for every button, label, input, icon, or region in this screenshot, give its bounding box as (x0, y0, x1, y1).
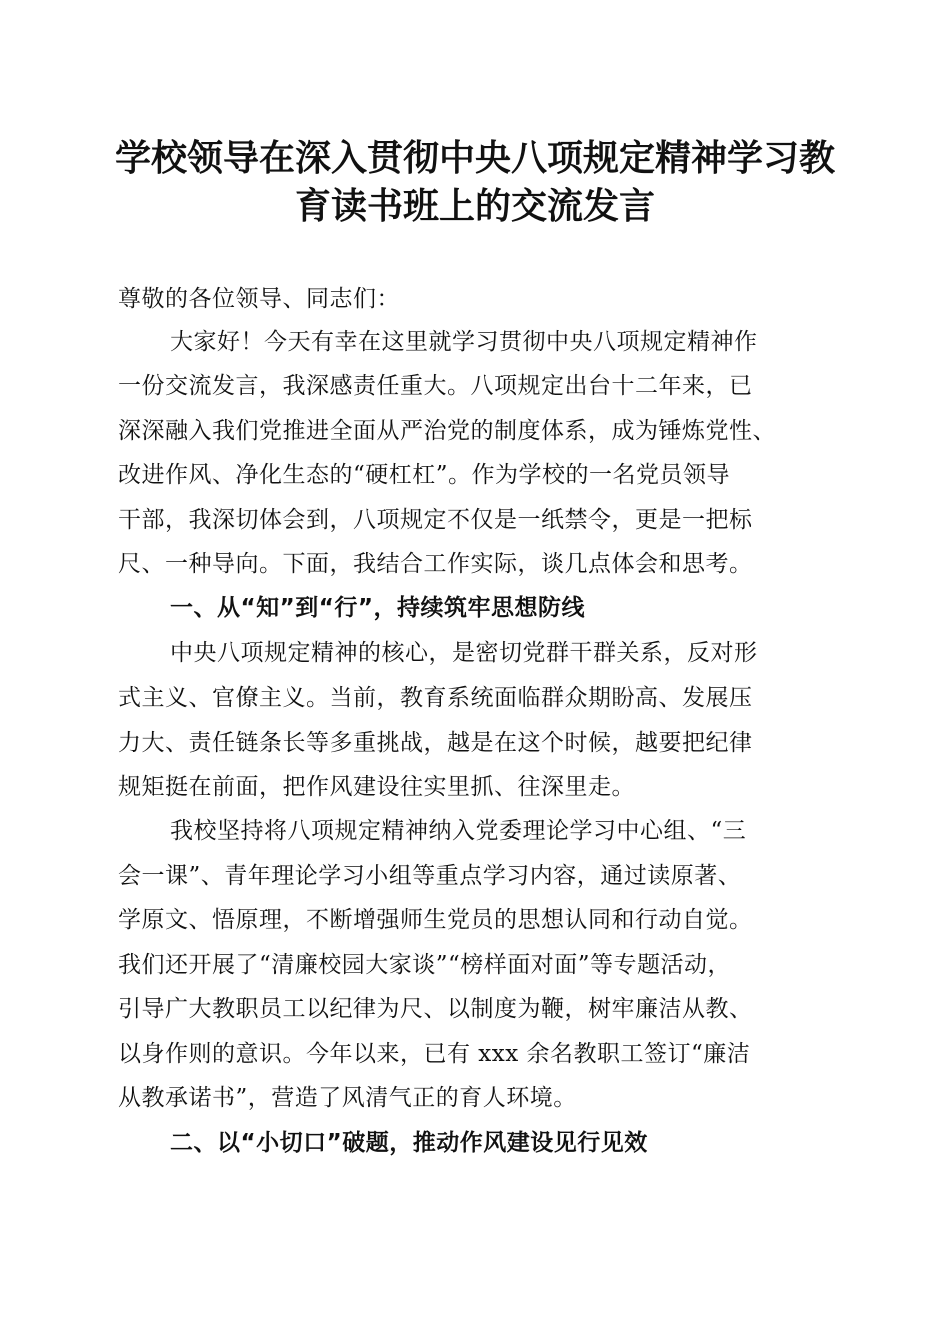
section-heading-1: 一、从“知”到“行”，持续筑牢思想防线 (170, 595, 585, 621)
paragraph-line: 中央八项规定精神的核心，是密切党群干群关系，反对形 (170, 640, 758, 666)
section-heading-2: 二、以“小切口”破题，推动作风建设见行见效 (170, 1130, 648, 1156)
salutation: 尊敬的各位领导、同志们： (118, 286, 400, 312)
paragraph-line: 式主义、官僚主义。当前，教育系统面临群众期盼高、发展压 (118, 685, 753, 711)
document-title-line-2: 育读书班上的交流发言 (294, 185, 655, 227)
paragraph-line: 干部，我深切体会到，八项规定不仅是一纸禁令，更是一把标 (118, 507, 753, 533)
paragraph-line: 力大、责任链条长等多重挑战，越是在这个时候，越要把纪律 (118, 730, 753, 756)
paragraph-line: 改进作风、净化生态的“硬杠杠”。作为学校的一名党员领导 (118, 462, 731, 488)
paragraph-line: 一份交流发言，我深感责任重大。八项规定出台十二年来，已 (118, 373, 753, 399)
paragraph-line: 引导广大教职员工以纪律为尺、以制度为鞭，树牢廉洁从教、 (118, 996, 753, 1022)
paragraph-line: 从教承诺书”，营造了风清气正的育人环境。 (118, 1085, 577, 1111)
paragraph-line: 深深融入我们党推进全面从严治党的制度体系，成为锤炼党性、 (118, 418, 776, 444)
paragraph-line: 学原文、悟原理，不断增强师生党员的思想认同和行动自觉。 (118, 907, 753, 933)
paragraph-line: 以身作则的意识。今年以来，已有 xxx 余名教职工签订“廉洁 (118, 1041, 751, 1067)
paragraph-line: 会一课”、青年理论学习小组等重点学习内容，通过读原著、 (118, 863, 742, 889)
paragraph-line: 尺、一种导向。下面，我结合工作实际，谈几点体会和思考。 (118, 551, 753, 577)
paragraph-line: 大家好！今天有幸在这里就学习贯彻中央八项规定精神作 (170, 329, 758, 355)
paragraph-line: 规矩挺在前面，把作风建设往实里抓、往深里走。 (118, 774, 635, 800)
paragraph-line: 我校坚持将八项规定精神纳入党委理论学习中心组、“三 (170, 818, 747, 844)
document-title-line-1: 学校领导在深入贯彻中央八项规定精神学习教 (114, 137, 835, 179)
paragraph-line: 我们还开展了“清廉校园大家谈”“榜样面对面”等专题活动， (118, 952, 732, 978)
